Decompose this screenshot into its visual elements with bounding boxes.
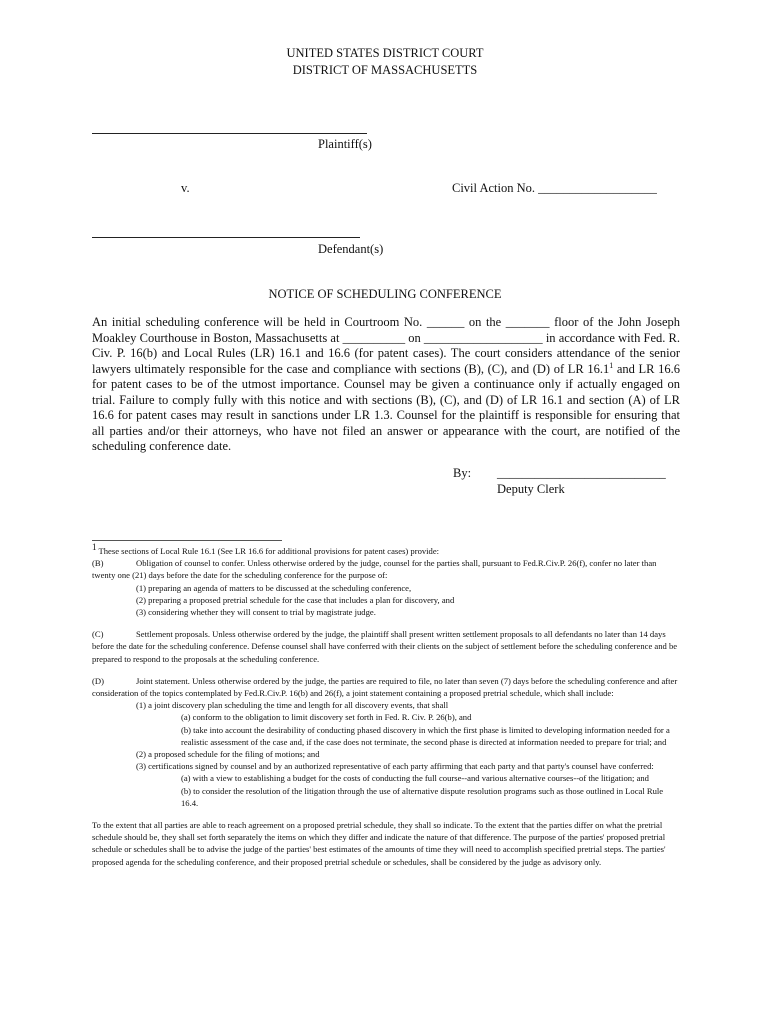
notice-body-part-1: An initial scheduling conference will be held in Courtroom No. ______ on the _______ floor of the John Joseph Moakley Courthouse in Boston, Massachusetts at __________ on ___________________ in accordance with Fed. R. Civ. P. 16(b) and Local Rules (LR) 16.1 and 16.6 (for patent cases). The court considers attendance of the senior lawyers ultimately responsible for the case and compliance with sections (B), (C), and (D) of LR 16.1 — [92, 315, 680, 376]
footnote-number: 1 — [92, 542, 97, 553]
signature-line: ___________________________ — [497, 466, 666, 480]
section-b-item: (1) preparing an agenda of matters to be discussed at the scheduling conference, — [136, 582, 412, 593]
district-name: DISTRICT OF MASSACHUSETTS — [292, 63, 478, 77]
plaintiff-blank-line — [92, 133, 367, 134]
section-c-label: (C) — [92, 629, 104, 640]
versus-label: v. — [181, 181, 190, 195]
section-b-text: Obligation of counsel to confer. Unless otherwise ordered by the judge, counsel for the parties shall, pursuant to Fed.R.Civ.P. 26(f), confer no later than twenty one (21) days before the date for the scheduling conference for the purpose of: — [92, 558, 657, 581]
notice-title: NOTICE OF SCHEDULING CONFERENCE — [268, 287, 502, 301]
section-d-item-1: (1) a joint discovery plan scheduling the time and length for all discovery events, that shall — [136, 700, 449, 711]
deputy-clerk-label: Deputy Clerk — [497, 482, 565, 496]
section-d-item-1b: (b) take into account the desirability of conducting phased discovery in which the first phase is limited to developing information needed for a realistic assessment of the case and, if the case does not terminate, the second phase is directed at information needed to prepare for trial; and — [181, 724, 670, 747]
footnote-divider — [92, 540, 282, 541]
footnote-reference: 1 — [609, 360, 614, 370]
by-label: By: — [453, 466, 472, 480]
section-d — [92, 675, 680, 699]
notice-body — [92, 315, 680, 455]
section-c — [92, 628, 680, 665]
section-d-item-2: (2) a proposed schedule for the filing of motions; and — [136, 749, 320, 760]
footnote-intro-text: These sections of Local Rule 16.1 (See LR 16.6 for additional provisions for patent cases) provide: — [98, 546, 440, 556]
section-d-item-1a: (a) conform to the obligation to limit discovery set forth in Fed. R. Civ. P. 26(b), and — [181, 712, 472, 723]
section-b-item: (2) preparing a proposed pretrial schedule for the case that includes a plan for discovery, and — [136, 594, 455, 605]
footnote-block — [92, 542, 680, 868]
closing-paragraph: To the extent that all parties are able to reach agreement on a proposed pretrial schedule, they shall so indicate. To the extent that the parties differ on what the pretrial schedule should be, they shall set forth separately the items on which they differ and indicate the nature of that difference. The purpose of the parties' proposed pretrial schedule or schedules shall be to advise the judge of the parties' best estimates of the amounts of time they will need to accomplish specified pretrial steps. The parties' proposed agenda for the scheduling conference, and their proposed pretrial schedule or schedules, shall be considered by the judge as advisory only. — [92, 820, 666, 867]
notice-body-part-2: and LR 16.6 for patent cases to be of the utmost importance. Counsel may be given a continuance only if actually engaged on trial. Failure to comply fully with this notice and with sections (B), (C), and (D) of LR 16.1 and section (A) of LR 16.6 for patent cases may result in sanctions under LR 1.3. Counsel for the plaintiff is responsible for ensuring that all parties and/or their attorneys, who have not filed an answer or appearance with the court, are notified of the scheduling conference date. — [92, 361, 680, 453]
section-b-label: (B) — [92, 558, 104, 569]
section-d-item-3b: (b) to consider the resolution of the litigation through the use of alternative dispute resolution programs such as those outlined in Local Rule 16.4. — [181, 785, 664, 808]
section-c-text: Settlement proposals. Unless otherwise ordered by the judge, the plaintiff shall present written settlement proposals to all defendants no later than 14 days before the date for the scheduling conference. Defense counsel shall have conferred with their clients on the subject of settlement before the scheduling conference and be prepared to respond to the proposals at the scheduling conference. — [92, 629, 678, 664]
section-b — [92, 557, 680, 581]
civil-action-number: Civil Action No. ___________________ — [452, 181, 657, 195]
section-d-text: Joint statement. Unless otherwise ordered by the judge, the parties are required to file, no later than seven (7) days before the scheduling conference and after consideration of the topics contemplated by Fed.R.Civ.P. 16(b) and 26(f), a joint statement containing a proposed pretrial schedule, which shall include: — [92, 675, 678, 699]
footnote-intro — [92, 542, 680, 557]
court-name: UNITED STATES DISTRICT COURT — [286, 46, 484, 60]
section-d-item-3a: (a) with a view to establishing a budget for the costs of conducting the full course--and various alternative courses--of the litigation; and — [181, 773, 649, 784]
defendant-label: Defendant(s) — [318, 242, 384, 256]
defendant-blank-line — [92, 237, 360, 238]
section-d-label: (D) — [92, 675, 104, 686]
section-d-item-3: (3) certifications signed by counsel and by an authorized representative of each party affirming that each party and that party's counsel have conferred: — [136, 761, 654, 772]
section-b-item: (3) considering whether they will consent to trial by magistrate judge. — [136, 607, 376, 618]
plaintiff-label: Plaintiff(s) — [318, 137, 372, 151]
